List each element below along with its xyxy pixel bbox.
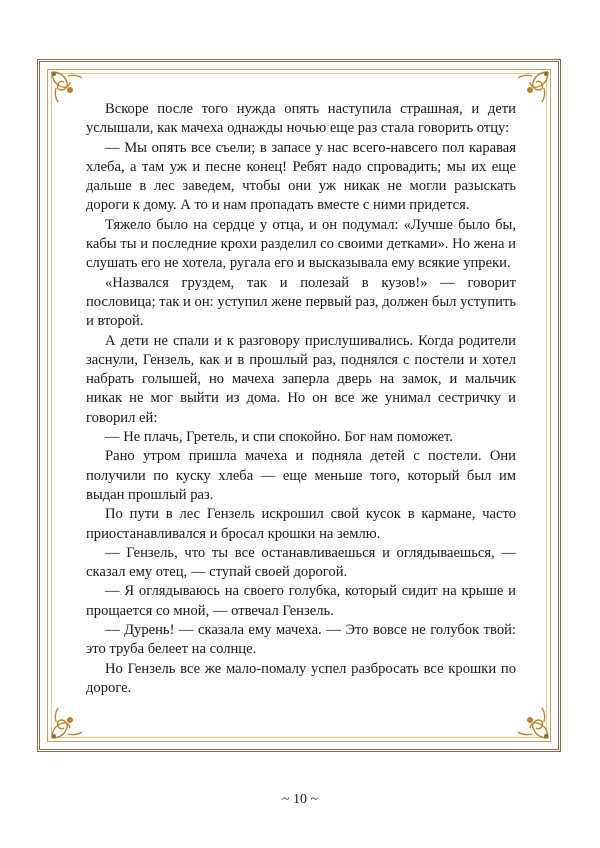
paragraph: Но Гензель все же мало-помалу успел разбросать все крошки по дороге.: [86, 660, 516, 696]
paragraph: — Дурень! — сказала ему мачеха. — Это вовсе не голубок твой: это труба белеет на солнце.: [86, 622, 516, 658]
paragraph: Рано утром пришла мачеха и подняла детей с постели. Они получили по куску хлеба — еще меньше того, который был им выдан прошлый раз.: [86, 448, 516, 503]
corner-ornament-icon: [512, 68, 552, 108]
page-number: ~ 10 ~: [281, 792, 319, 807]
paragraph: — Мы опять все съели; в запасе у нас всего-навсего пол каравая хлеба, а там уж и песне конец! Ребят надо спровадить; мы их еще дальше в лес заведем, чтобы они уж никак не могли разыскать дороги к дому. А то и нам пропадать вместе с ними придется.: [86, 139, 516, 214]
paragraph: — Не плачь, Гретель, и спи спокойно. Бог нам поможет.: [105, 429, 453, 446]
paragraph: Тяжело было на сердце у отца, и он подумал: «Лучше было бы, кабы ты и последние крохи разделил со своими детками». Но жена и слушать его не хотела, ругала его и высказывала ему всякие упреки.: [86, 216, 516, 272]
paragraph: А дети не спали и к разговору прислушивались. Когда родители заснули, Гензель, как и в прошлый раз, поднялся с постели и хотел набрать голышей, но мачеха заперла дверь на замок, и мальчик никак не мог выйти из дома. Но он все же унимал сестричку и говорил ей:: [86, 332, 516, 426]
story-text: [86, 100, 516, 698]
paragraph: — Я оглядываюсь на своего голубка, который сидит на крыше и прощается со мной, — отвечал Гензель.: [86, 583, 516, 619]
corner-ornament-icon: [48, 702, 88, 742]
paragraph: Вскоре после того нужда опять наступила страшная, и дети услышали, как мачеха однажды ночью еще раз стала говорить отцу:: [86, 101, 516, 137]
paragraph: По пути в лес Гензель искрошил свой кусок в кармане, часто приостанавливался и бросал крошки на землю.: [86, 506, 516, 542]
corner-ornament-icon: [512, 702, 552, 742]
corner-ornament-icon: [48, 68, 88, 108]
paragraph: — Гензель, что ты все останавливаешься и оглядываешься, — сказал ему отец, — ступай своей дорогой.: [86, 544, 516, 581]
paragraph: «Назвался груздем, так и полезай в кузов!» — говорит пословица; так и он: уступил жене первый раз, должен был уступить и второй.: [86, 274, 516, 330]
